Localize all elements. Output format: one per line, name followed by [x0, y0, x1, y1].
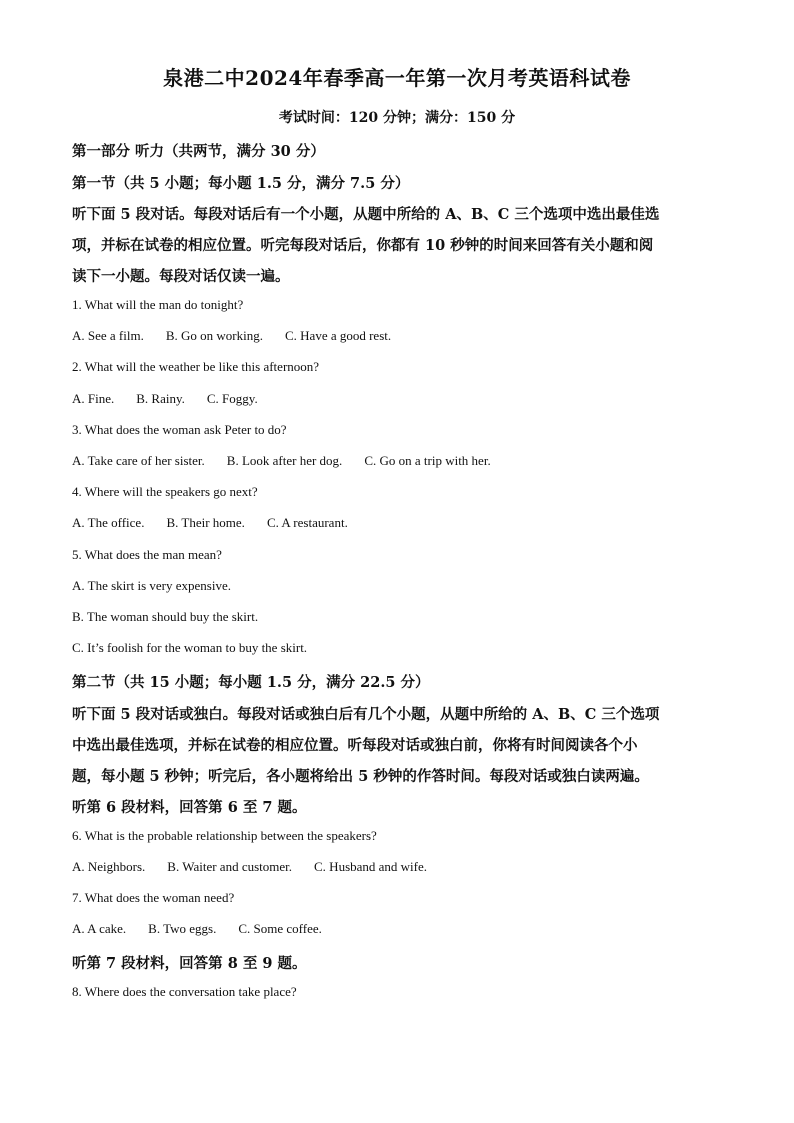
question-7: 7. What does the woman need? [72, 890, 235, 905]
section2-instruction-3: 题，每小题 5 秒钟；听完后，各小题将给出 5 秒钟的作答时间。每段对话或独白读两遍。 [72, 768, 649, 785]
question-1: 1. What will the man do tonight? [72, 297, 244, 312]
question-7-options [72, 921, 344, 937]
question-3: 3. What does the woman ask Peter to do? [72, 422, 287, 437]
section2-heading: 第二节（共 15 小题；每小题 1.5 分，满分 22.5 分） [72, 674, 430, 691]
question-2: 2. What will the weather be like this afternoon? [72, 359, 320, 374]
section1-instruction-3: 读下一小题。每段对话仅读一遍。 [72, 268, 290, 285]
question-5-option-c: C. It’s foolish for the woman to buy the skirt. [72, 640, 308, 655]
question-6: 6. What is the probable relationship between the speakers? [72, 828, 377, 843]
question-2-options [72, 391, 280, 407]
material-6-heading: 听第 6 段材料，回答第 6 至 7 题。 [72, 799, 307, 816]
option: B. Two eggs. [148, 921, 217, 936]
option: A. A cake. [72, 921, 127, 936]
option: A. The office. [72, 515, 145, 530]
option: C. Foggy. [206, 391, 258, 406]
option: A. Neighbors. [72, 859, 146, 874]
option: B. Rainy. [136, 391, 185, 406]
option: C. Some coffee. [238, 921, 322, 936]
question-6-options [72, 859, 449, 875]
option: A. See a film. [72, 328, 144, 343]
option: B. Their home. [166, 515, 245, 530]
option: C. Husband and wife. [314, 859, 428, 874]
option: B. Waiter and customer. [167, 859, 293, 874]
exam-title: 泉港二中2024年春季高一年第一次月考英语科试卷 [163, 66, 631, 90]
option: C. Have a good rest. [284, 328, 392, 343]
section1-instruction-2: 项，并标在试卷的相应位置。听完每段对话后，你都有 10 秒钟的时间来回答有关小题和阅 [72, 237, 654, 254]
question-8: 8. Where does the conversation take place? [72, 984, 297, 999]
option: A. Take care of her sister. [72, 453, 205, 468]
question-5-option-a: A. The skirt is very expensive. [72, 578, 231, 593]
option: A. Fine. [72, 391, 115, 406]
material-7-heading: 听第 7 段材料，回答第 8 至 9 题。 [72, 955, 307, 972]
option: C. A restaurant. [266, 515, 348, 530]
section2-instruction-1: 听下面 5 段对话或独白。每段对话或独白后有几个小题，从题中所给的 A、B、C 三个选项 [72, 706, 660, 723]
question-5: 5. What does the man mean? [72, 547, 222, 562]
part1-heading: 第一部分 听力（共两节，满分 30 分） [72, 143, 325, 160]
question-1-options [72, 328, 413, 344]
section2-instruction-2: 中选出最佳选项，并标在试卷的相应位置。听每段对话或独白前，你将有时间阅读各个小 [72, 737, 638, 754]
question-5-option-b: B. The woman should buy the skirt. [72, 609, 259, 624]
exam-subtitle: 考试时间：120 分钟；满分：150 分 [278, 110, 516, 126]
option: B. Look after her dog. [226, 453, 343, 468]
question-4-options [72, 515, 370, 531]
question-3-options [72, 453, 513, 469]
section1-heading: 第一节（共 5 小题；每小题 1.5 分，满分 7.5 分） [72, 175, 410, 192]
option: C. Go on a trip with her. [364, 453, 491, 468]
section1-instruction-1: 听下面 5 段对话。每段对话后有一个小题，从题中所给的 A、B、C 三个选项中选出最佳选 [72, 206, 660, 223]
option: B. Go on working. [165, 328, 263, 343]
question-4: 4. Where will the speakers go next? [72, 484, 258, 499]
